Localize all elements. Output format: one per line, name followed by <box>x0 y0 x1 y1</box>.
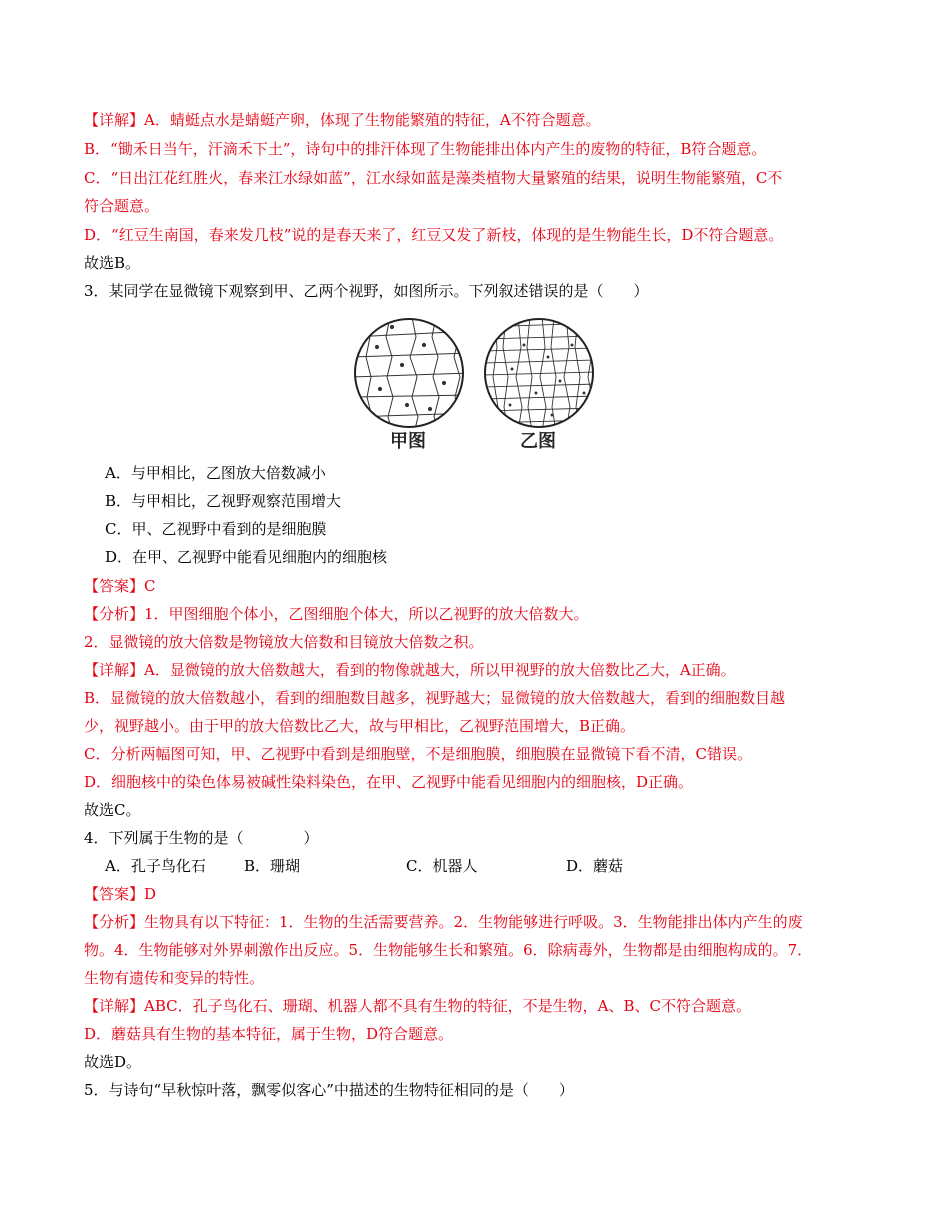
q3-conclusion: 故选C。 <box>84 801 141 819</box>
q3-option-a: A．与甲相比，乙图放大倍数减小 <box>105 464 326 482</box>
q4-analysis-1: 【分析】生物具有以下特征：1．生物的生活需要营养。2．生物能够进行呼吸。3．生物能排出体内产生的废 <box>84 913 803 931</box>
q2-detail-c: C．“日出江花红胜火，春来江水绿如蓝”，江水绿如蓝是藻类植物大量繁殖的结果，说明生物能繁殖，C不 <box>84 169 783 187</box>
q2-detail-d: D．“红豆生南国，春来发几枝”说的是春天来了，红豆又发了新枝，体现的是生物能生长，D不符合题意。 <box>84 226 784 244</box>
q4-analysis-2: 物。4．生物能够对外界刺激作出反应。5．生物能够生长和繁殖。6．除病毒外，生物都是由细胞构成的。7． <box>84 941 813 959</box>
figure-label-left: 甲图 <box>390 431 426 452</box>
figure-label-right: 乙图 <box>520 431 556 452</box>
microscope-figure <box>352 317 600 457</box>
q4-detail-d: D．蘑菇具有生物的基本特征，属于生物，D符合题意。 <box>84 1025 454 1043</box>
q3-detail-b-cont: 少，视野越小。由于甲的放大倍数比乙大，故与甲相比，乙视野范围增大，B正确。 <box>84 717 636 735</box>
q4-stem: 4．下列属于生物的是（ ） <box>84 829 319 847</box>
q4-conclusion: 故选D。 <box>84 1053 142 1071</box>
q4-answer: 【答案】D <box>84 885 157 903</box>
q3-analysis-1: 【分析】1．甲图细胞个体小，乙图细胞个体大，所以乙视野的放大倍数大。 <box>84 605 589 623</box>
q2-detail-c-cont: 符合题意。 <box>84 197 160 215</box>
q3-option-d: D．在甲、乙视野中能看见细胞内的细胞核 <box>105 548 388 566</box>
q4-analysis-3: 生物有遗传和变异的特性。 <box>84 969 265 987</box>
q3-detail-c: C．分析两幅图可知，甲、乙视野中看到是细胞壁，不是细胞膜，细胞膜在显微镜下看不清，C错误。 <box>84 745 752 763</box>
q4-option-d: D．蘑菇 <box>566 857 624 875</box>
q4-detail-abc: 【详解】ABC．孔子鸟化石、珊瑚、机器人都不具有生物的特征，不是生物，A、B、C不符合题意。 <box>84 997 751 1015</box>
q4-option-b: B．珊瑚 <box>244 857 301 875</box>
q4-option-c: C．机器人 <box>406 857 478 875</box>
q3-analysis-2: 2．显微镜的放大倍数是物镜放大倍数和目镜放大倍数之积。 <box>84 633 484 651</box>
q2-detail-a: 【详解】A．蜻蜓点水是蜻蜓产卵，体现了生物能繁殖的特征，A不符合题意。 <box>84 111 601 129</box>
q3-option-c: C．甲、乙视野中看到的是细胞膜 <box>105 520 327 538</box>
q2-detail-b: B．“锄禾日当午，汗滴禾下土”，诗句中的排汗体现了生物能排出体内产生的废物的特征，B符合题意。 <box>84 140 767 158</box>
q3-option-b: B．与甲相比，乙视野观察范围增大 <box>105 492 342 510</box>
q4-option-a: A．孔子鸟化石 <box>105 857 206 875</box>
q3-stem: 3．某同学在显微镜下观察到甲、乙两个视野，如图所示。下列叙述错误的是（ ） <box>84 282 649 300</box>
q3-detail-d: D．细胞核中的染色体易被碱性染料染色，在甲、乙视野中能看见细胞内的细胞核，D正确。 <box>84 773 694 791</box>
q3-detail-a: 【详解】A．显微镜的放大倍数越大，看到的物像就越大，所以甲视野的放大倍数比乙大，A正确。 <box>84 661 736 679</box>
q3-answer: 【答案】C <box>84 577 156 595</box>
q2-conclusion: 故选B。 <box>84 254 141 272</box>
q3-detail-b: B．显微镜的放大倍数越小，看到的细胞数目越多，视野越大；显微镜的放大倍数越大，看到的细胞数目越 <box>84 689 786 707</box>
q5-stem: 5．与诗句“早秋惊叶落，飘零似客心”中描述的生物特征相同的是（ ） <box>84 1081 574 1099</box>
